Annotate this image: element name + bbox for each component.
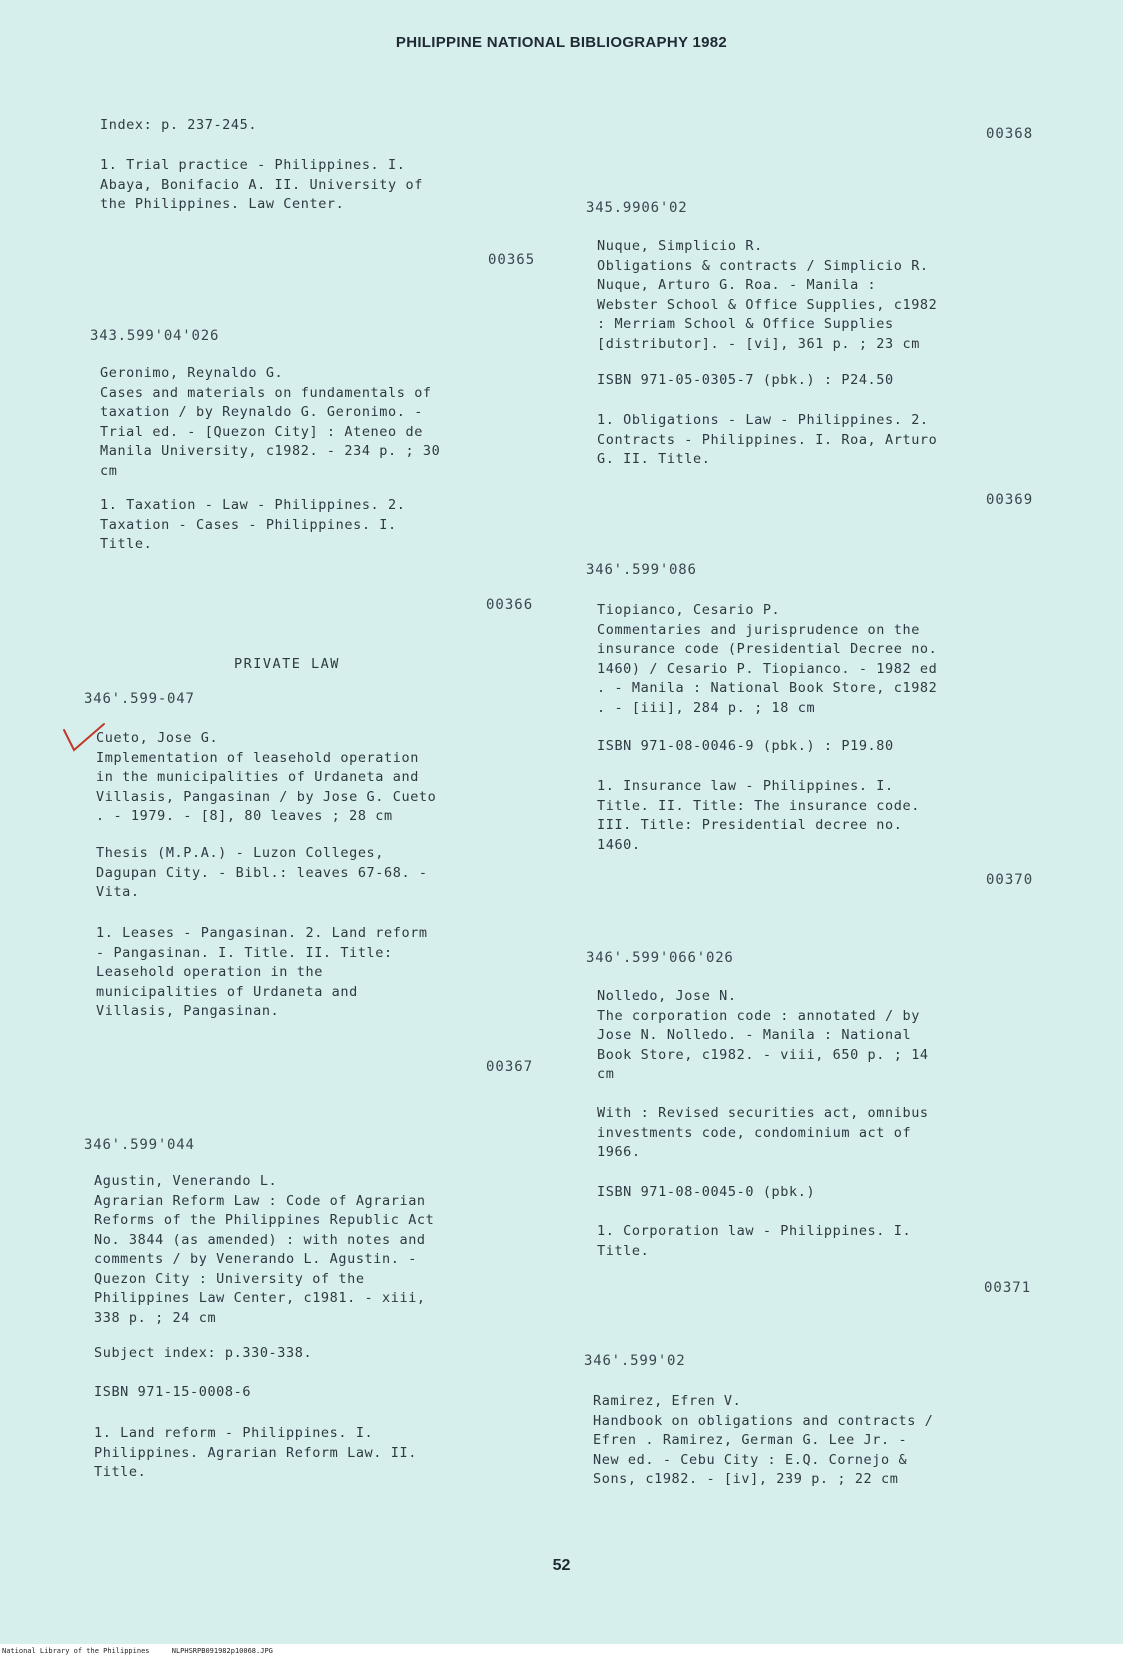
classification-number: 346'.599'086 [586, 562, 697, 578]
note: Thesis (M.P.A.) - Luzon Colleges, Dagupan City. - Bibl.: leaves 67-68. - Vita. [96, 845, 428, 900]
page-number: 52 [552, 1557, 571, 1574]
classification-number: 346'.599'02 [584, 1353, 686, 1369]
classification-number: 346'.599'044 [84, 1137, 195, 1153]
classification-number: 346'.599-047 [84, 691, 195, 707]
page-title: PHILIPPINE NATIONAL BIBLIOGRAPHY 1982 [395, 34, 728, 51]
classification-number: 346'.599'066'026 [586, 950, 734, 966]
bibliographic-description: Tiopianco, Cesario P. Commentaries and jurisprudence on the insurance code (Presidential Decree no. 1460) / Cesario P. Tiopianco. - 1982 ed . - Manila : National Book Store, c1982 . - [iii], 284 p. ; 18 cm [597, 602, 938, 716]
bibliographic-description: Agustin, Venerando L. Agrarian Reform Law : Code of Agrarian Reforms of the Philippines Republic Act No. 3844 (as amended) : with notes and comments / by Venerando L. Agustin. - Quezon City : University of the Philippines Law Center, c1981. - xiii, 338 p. ; 24 cm [94, 1173, 435, 1326]
entry-number: 00370 [986, 872, 1034, 888]
entry-number: 00368 [986, 126, 1034, 142]
scan-footer [0, 1644, 1123, 1658]
isbn: ISBN 971-05-0305-7 (pbk.) : P24.50 [597, 372, 894, 388]
subject-headings: 1. Corporation law - Philippines. I. Title. [597, 1223, 912, 1259]
section-heading: PRIVATE LAW [234, 656, 340, 672]
bibliographic-description: Cueto, Jose G. Implementation of leasehold operation in the municipalities of Urdaneta and Villasis, Pangasinan / by Jose G. Cueto . - 1979. - [8], 80 leaves ; 28 cm [96, 730, 437, 824]
entry-number: 00371 [984, 1280, 1032, 1296]
subject-headings: 1. Taxation - Law - Philippines. 2. Taxation - Cases - Philippines. I. Title. [100, 497, 406, 552]
index-note: Index: p. 237-245. [100, 117, 258, 133]
entry-number: 00367 [486, 1059, 534, 1075]
bibliographic-description: Nuque, Simplicio R. Obligations & contracts / Simplicio R. Nuque, Arturo G. Roa. - Manila : Webster School & Office Supplies, c1982 : Merriam School & Office Supplies [distributor]. - [vi], 361 p. ; 23 cm [597, 238, 938, 352]
classification-number: 343.599'04'026 [90, 328, 220, 344]
bibliographic-description: Nolledo, Jose N. The corporation code : annotated / by Jose N. Nolledo. - Manila : National Book Store, c1982. - viii, 650 p. ; 14 cm [597, 988, 929, 1082]
entry-number: 00369 [986, 492, 1034, 508]
isbn: ISBN 971-15-0008-6 [94, 1384, 252, 1400]
bibliographic-description: Geronimo, Reynaldo G. Cases and materials on fundamentals of taxation / by Reynaldo G. Geronimo. - Trial ed. - [Quezon City] : Ateneo de Manila University, c1982. - 234 p. ; 30 cm [100, 365, 441, 479]
bibliographic-description: Ramirez, Efren V. Handbook on obligations and contracts / Efren . Ramirez, German G. Lee Jr. - New ed. - Cebu City : E.Q. Cornejo & Sons, c1982. - [iv], 239 p. ; 22 cm [593, 1393, 934, 1487]
footer-file: NLPHSRPB091982p10068.JPG [171, 1647, 273, 1655]
footer-library: National Library of the Philippines [2, 1647, 150, 1655]
note: With : Revised securities act, omnibus investments code, condominium act of 1966. [597, 1105, 929, 1160]
isbn: ISBN 971-08-0045-0 (pbk.) [597, 1184, 816, 1200]
isbn: ISBN 971-08-0046-9 (pbk.) : P19.80 [597, 738, 894, 754]
subject-headings: 1. Land reform - Philippines. I. Philippines. Agrarian Reform Law. II. Title. [94, 1425, 417, 1480]
note: Subject index: p.330-338. [94, 1345, 313, 1361]
subject-headings: 1. Obligations - Law - Philippines. 2. Contracts - Philippines. I. Roa, Arturo G. II. Title. [597, 412, 938, 467]
subject-headings: 1. Trial practice - Philippines. I. Abaya, Bonifacio A. II. University of the Philippines. Law Center. [100, 157, 423, 212]
classification-number: 345.9906'02 [586, 200, 688, 216]
subject-headings: 1. Insurance law - Philippines. I. Title. II. Title: The insurance code. III. Title: Presidential decree no. 1460. [597, 778, 920, 853]
subject-headings: 1. Leases - Pangasinan. 2. Land reform - Pangasinan. I. Title. II. Title: Leasehold operation in the municipalities of Urdaneta and Villasis, Pangasinan. [96, 925, 428, 1019]
entry-number: 00366 [486, 597, 534, 613]
entry-number: 00365 [488, 252, 536, 268]
